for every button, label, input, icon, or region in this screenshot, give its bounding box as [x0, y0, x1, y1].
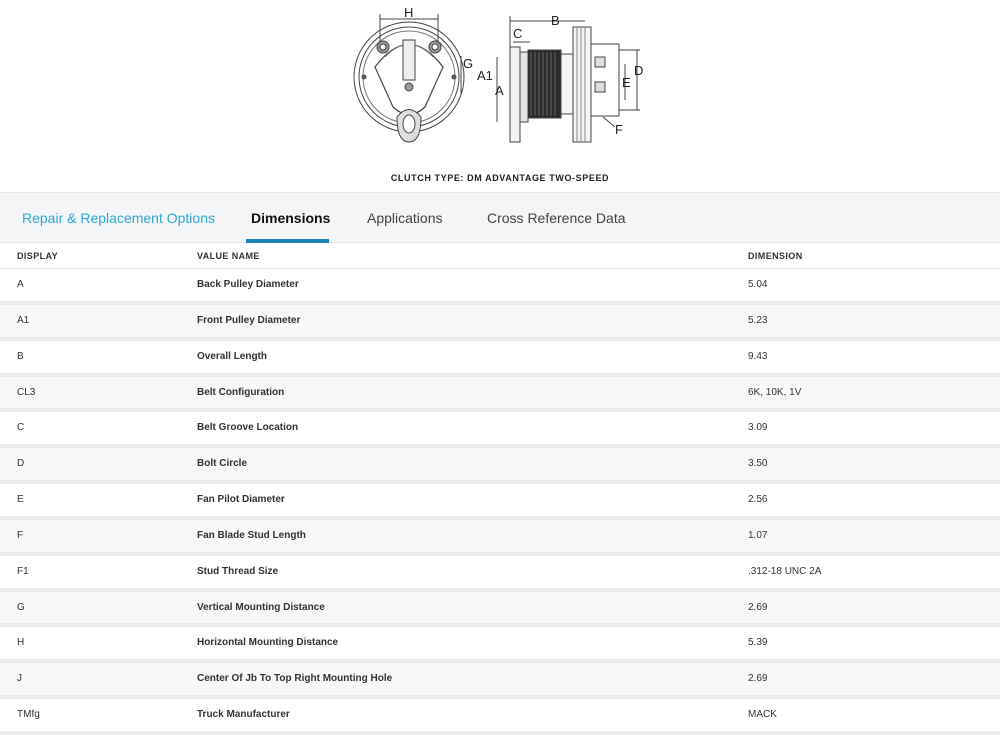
label-g: G [463, 56, 474, 71]
header-display: DISPLAY [17, 251, 58, 261]
cell-value-name: Bolt Circle [197, 458, 248, 470]
label-c: C [513, 26, 523, 41]
cell-value-name: Overall Length [197, 350, 268, 362]
label-a: A [495, 83, 504, 98]
cell-dimension: 2.56 [748, 494, 768, 506]
cell-dimension: 6K, 10K, 1V [748, 386, 802, 398]
cell-display: CL3 [17, 386, 36, 398]
cell-display: J [17, 673, 22, 685]
header-dimension: DIMENSION [748, 251, 803, 261]
fan-hub-plate [573, 27, 591, 142]
label-e: E [622, 75, 631, 90]
cell-dimension: 3.09 [748, 422, 768, 434]
header-value-name: VALUE NAME [197, 251, 260, 261]
cell-display: E [17, 494, 24, 506]
table-row [0, 627, 1000, 663]
front-center-bar [403, 40, 415, 80]
clutch-type-caption: CLUTCH TYPE: DM ADVANTAGE TWO-SPEED [390, 173, 610, 183]
clutch-diagram [345, 2, 655, 152]
dimensions-table [0, 243, 1000, 735]
cell-dimension: 5.23 [748, 314, 768, 326]
table-row [0, 592, 1000, 628]
cell-value-name: Horizontal Mounting Distance [197, 637, 339, 649]
cell-value-name: Stud Thread Size [197, 565, 279, 577]
cell-dimension: 5.04 [748, 279, 768, 290]
label-h: H [404, 5, 414, 20]
cell-dimension: 3.50 [748, 458, 768, 470]
table-row [0, 699, 1000, 735]
pulley-belt-grooves [528, 50, 561, 118]
cell-value-name: Front Pulley Diameter [197, 314, 301, 326]
mount-plate [510, 47, 520, 142]
table-header [0, 243, 1000, 269]
tab-dimensions[interactable]: Dimensions [251, 210, 331, 226]
cell-dimension: 1.07 [748, 529, 768, 541]
cell-value-name: Center Of Jb To Top Right Mounting Hole [197, 673, 393, 685]
fan-pilot [591, 44, 619, 116]
front-view [354, 14, 464, 142]
cell-display: H [17, 637, 25, 649]
cell-display: A [17, 279, 24, 290]
cell-display: C [17, 422, 25, 434]
table-row [0, 520, 1000, 556]
diagram-area [0, 0, 1000, 192]
table-row [0, 663, 1000, 699]
cell-value-name: Belt Groove Location [197, 422, 299, 434]
table-row [0, 484, 1000, 520]
cell-dimension: 9.43 [748, 350, 768, 362]
tab-repair-replacement[interactable]: Repair & Replacement Options [22, 210, 215, 226]
cell-value-name: Belt Configuration [197, 386, 285, 398]
label-f: F [615, 122, 623, 137]
cell-value-name: Vertical Mounting Distance [197, 601, 325, 613]
label-b: B [551, 13, 560, 28]
cell-display: F1 [17, 565, 29, 577]
label-d: D [634, 63, 644, 78]
cell-dimension: 2.69 [748, 673, 768, 685]
cell-value-name: Truck Manufacturer [197, 709, 290, 721]
cell-display: G [17, 601, 25, 613]
cell-display: A1 [17, 314, 30, 326]
tab-bar [0, 192, 1000, 243]
cell-display: B [17, 350, 24, 362]
cell-dimension: .312-18 UNC 2A [748, 565, 822, 577]
tab-applications[interactable]: Applications [367, 210, 443, 226]
table-body [0, 269, 1000, 735]
table-row [0, 377, 1000, 413]
table-row [0, 269, 1000, 305]
tab-cross-reference[interactable]: Cross Reference Data [487, 210, 626, 226]
cell-display: F [17, 529, 24, 541]
dimension-f-line [603, 117, 615, 127]
table-row [0, 412, 1000, 448]
table-row [0, 341, 1000, 377]
table-row [0, 305, 1000, 341]
cell-display: D [17, 458, 25, 470]
cell-value-name: Fan Pilot Diameter [197, 494, 285, 506]
cell-dimension: 5.39 [748, 637, 768, 649]
table-row [0, 448, 1000, 484]
cell-dimension: MACK [748, 709, 777, 721]
cell-value-name: Back Pulley Diameter [197, 279, 299, 290]
cell-dimension: 2.69 [748, 601, 768, 613]
cell-display: TMfg [17, 709, 40, 721]
cell-value-name: Fan Blade Stud Length [197, 529, 306, 541]
label-a1: A1 [477, 68, 493, 83]
table-row [0, 556, 1000, 592]
